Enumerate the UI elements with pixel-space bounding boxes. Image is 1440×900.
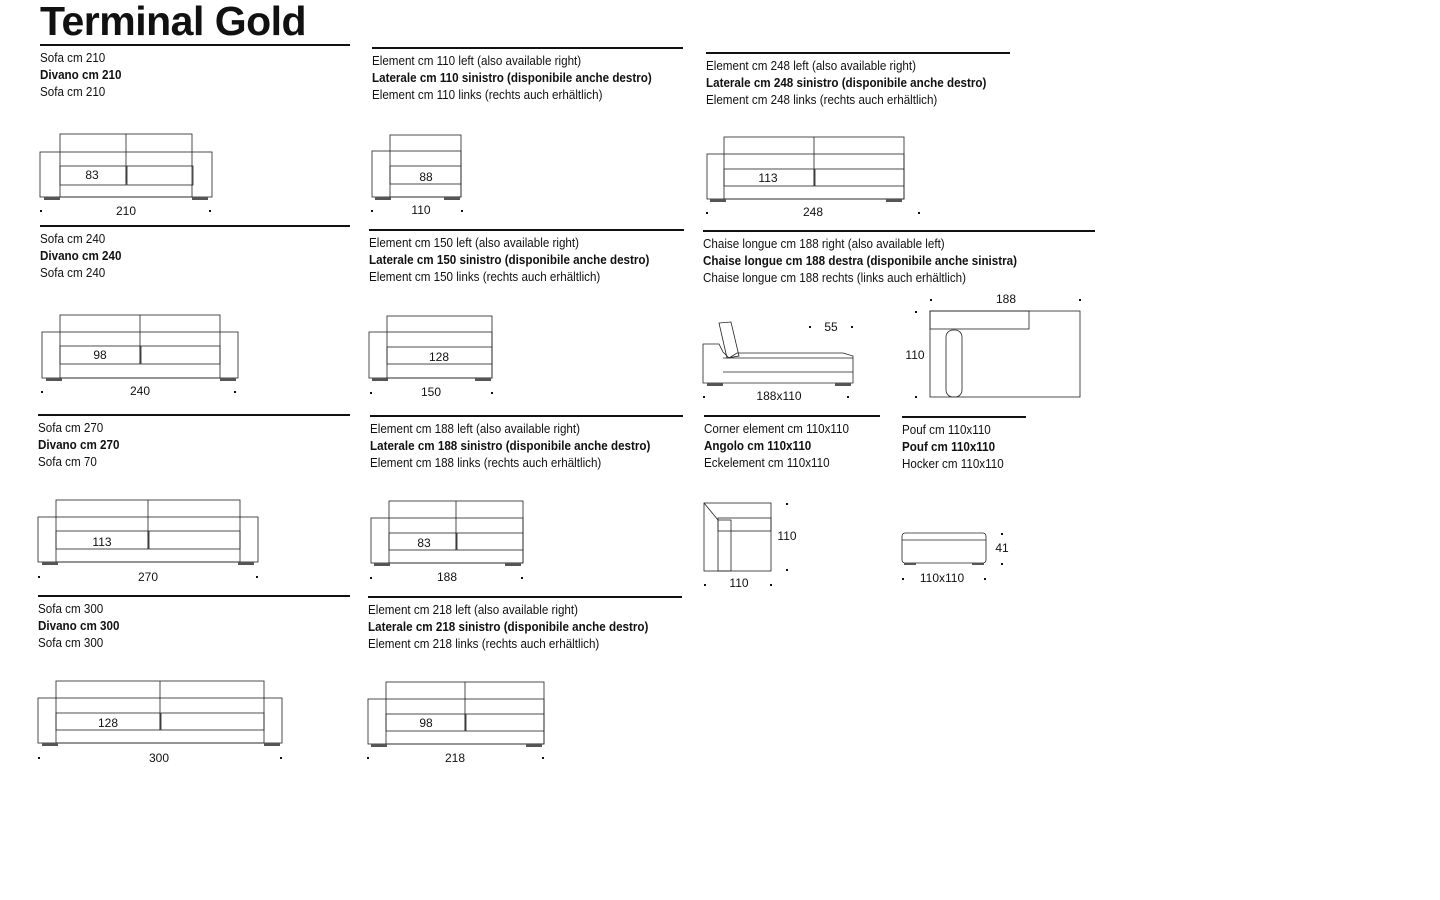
depth-label: 98 (419, 716, 433, 730)
element-150-drawing (359, 300, 509, 410)
width-dimension: 210 (115, 204, 137, 218)
width-dimension: 270 (137, 570, 159, 584)
caption-english: Element cm 188 left (also available right) (370, 422, 581, 436)
section-divider (704, 415, 880, 417)
element-248-caption (706, 58, 989, 109)
chaise-longue-side-view (693, 310, 868, 410)
element-248-section (706, 52, 1010, 109)
depth-label: 128 (428, 350, 450, 364)
element-110-section (372, 47, 683, 104)
depth-label: 88 (419, 170, 433, 184)
caption-german: Sofa cm 70 (38, 455, 97, 469)
section-divider (370, 415, 683, 417)
corner-element-caption (704, 421, 868, 472)
plan-depth-dimension: 110 (905, 348, 925, 362)
pouf-caption (902, 422, 1017, 473)
element-248-drawing (696, 122, 926, 232)
caption-german: Eckelement cm 110x110 (704, 456, 830, 470)
caption-italian: Divano cm 210 (40, 68, 122, 82)
element-218-section (368, 596, 682, 653)
sofa-240-section (40, 225, 350, 282)
element-150-caption (369, 235, 662, 286)
width-dimension: 110 (729, 576, 749, 590)
depth-label: 83 (417, 536, 431, 550)
caption-german: Element cm 248 links (rechts auch erhältlich) (706, 93, 938, 107)
caption-german: Element cm 218 links (rechts auch erhältlich) (368, 637, 600, 651)
caption-german: Hocker cm 110x110 (902, 457, 1004, 471)
section-divider (38, 595, 350, 597)
pouf-drawing (892, 520, 1017, 590)
pouf-section (902, 416, 1026, 473)
element-218-caption (368, 602, 660, 653)
sofa-210-caption (40, 50, 328, 101)
caption-italian: Laterale cm 110 sinistro (disponibile anche destro) (372, 71, 652, 85)
sofa-210-section (40, 44, 350, 101)
size-dimension: 110x110 (919, 571, 965, 585)
section-divider (369, 229, 684, 231)
sofa-240-caption (40, 231, 328, 282)
caption-italian: Laterale cm 218 sinistro (disponibile anche destro) (368, 620, 649, 634)
depth-dimension: 110 (777, 529, 797, 543)
page-title: Terminal Gold (40, 0, 307, 44)
element-110-drawing (362, 120, 472, 230)
corner-element-section (704, 415, 880, 472)
section-divider (902, 416, 1026, 418)
element-150-section (369, 229, 684, 286)
caption-english: Element cm 150 left (also available right) (369, 236, 580, 250)
width-dimension: 300 (148, 751, 170, 765)
section-divider (703, 230, 1095, 232)
chaise-longue-section (703, 230, 1095, 287)
sofa-270-section (38, 414, 350, 471)
width-dimension: 110 (411, 203, 431, 217)
caption-english: Sofa cm 210 (40, 51, 106, 65)
section-divider (368, 596, 682, 598)
caption-italian: Laterale cm 248 sinistro (disponibile anche destro) (706, 76, 987, 90)
caption-german: Sofa cm 240 (40, 266, 106, 280)
sofa-210-drawing (30, 120, 230, 230)
caption-german: Element cm 188 links (rechts auch erhältlich) (370, 456, 602, 470)
caption-english: Element cm 110 left (also available right) (372, 54, 582, 68)
width-dimension: 248 (802, 205, 824, 219)
caption-english: Chaise longue cm 188 right (also available left) (703, 237, 945, 251)
caption-italian: Laterale cm 188 sinistro (disponibile anche destro) (370, 439, 651, 453)
height-dimension: 55 (824, 320, 838, 334)
depth-label: 98 (93, 348, 107, 362)
section-divider (40, 44, 350, 46)
section-divider (706, 52, 1010, 54)
caption-english: Sofa cm 240 (40, 232, 106, 246)
plan-width-dimension: 188 (995, 292, 1017, 306)
size-dimension: 188x110 (756, 389, 802, 403)
caption-german: Sofa cm 210 (40, 85, 106, 99)
width-dimension: 150 (420, 385, 442, 399)
caption-english: Sofa cm 270 (38, 421, 104, 435)
chaise-longue-plan-view (900, 285, 1090, 405)
caption-italian: Divano cm 240 (40, 249, 122, 263)
caption-german: Element cm 110 links (rechts auch erhältlich) (372, 88, 603, 102)
sofa-300-drawing (28, 666, 298, 776)
caption-english: Corner element cm 110x110 (704, 422, 849, 436)
sofa-240-drawing (30, 300, 250, 410)
caption-italian: Chaise longue cm 188 destra (disponibile anche sinistra) (703, 254, 1017, 268)
section-divider (38, 414, 350, 416)
element-218-drawing (358, 667, 558, 777)
depth-label: 83 (85, 168, 99, 182)
element-188-caption (370, 421, 661, 472)
section-divider (372, 47, 683, 49)
element-110-caption (372, 53, 661, 104)
sofa-300-caption (38, 601, 328, 652)
caption-german: Chaise longue cm 188 rechts (links auch erhältlich) (703, 271, 966, 285)
caption-english: Element cm 218 left (also available right) (368, 603, 579, 617)
depth-label: 128 (97, 716, 119, 730)
sofa-270-caption (38, 420, 328, 471)
depth-label: 113 (92, 535, 112, 549)
depth-label: 113 (758, 171, 778, 185)
caption-italian: Angolo cm 110x110 (704, 439, 812, 453)
width-dimension: 240 (129, 384, 151, 398)
width-dimension: 188 (436, 570, 458, 584)
caption-english: Sofa cm 300 (38, 602, 104, 616)
caption-english: Element cm 248 left (also available right) (706, 59, 917, 73)
sofa-270-drawing (28, 485, 268, 595)
section-divider (40, 225, 350, 227)
corner-element-drawing (694, 490, 809, 595)
caption-italian: Laterale cm 150 sinistro (disponibile anche destro) (369, 253, 650, 267)
caption-italian: Divano cm 270 (38, 438, 120, 452)
element-188-drawing (360, 486, 540, 596)
height-dimension: 41 (995, 541, 1009, 555)
width-dimension: 218 (444, 751, 466, 765)
chaise-longue-caption (703, 236, 1068, 287)
sofa-300-section (38, 595, 350, 652)
caption-english: Pouf cm 110x110 (902, 423, 991, 437)
caption-italian: Pouf cm 110x110 (902, 440, 996, 454)
caption-german: Sofa cm 300 (38, 636, 104, 650)
element-188-section (370, 415, 683, 472)
caption-german: Element cm 150 links (rechts auch erhältlich) (369, 270, 601, 284)
caption-italian: Divano cm 300 (38, 619, 120, 633)
